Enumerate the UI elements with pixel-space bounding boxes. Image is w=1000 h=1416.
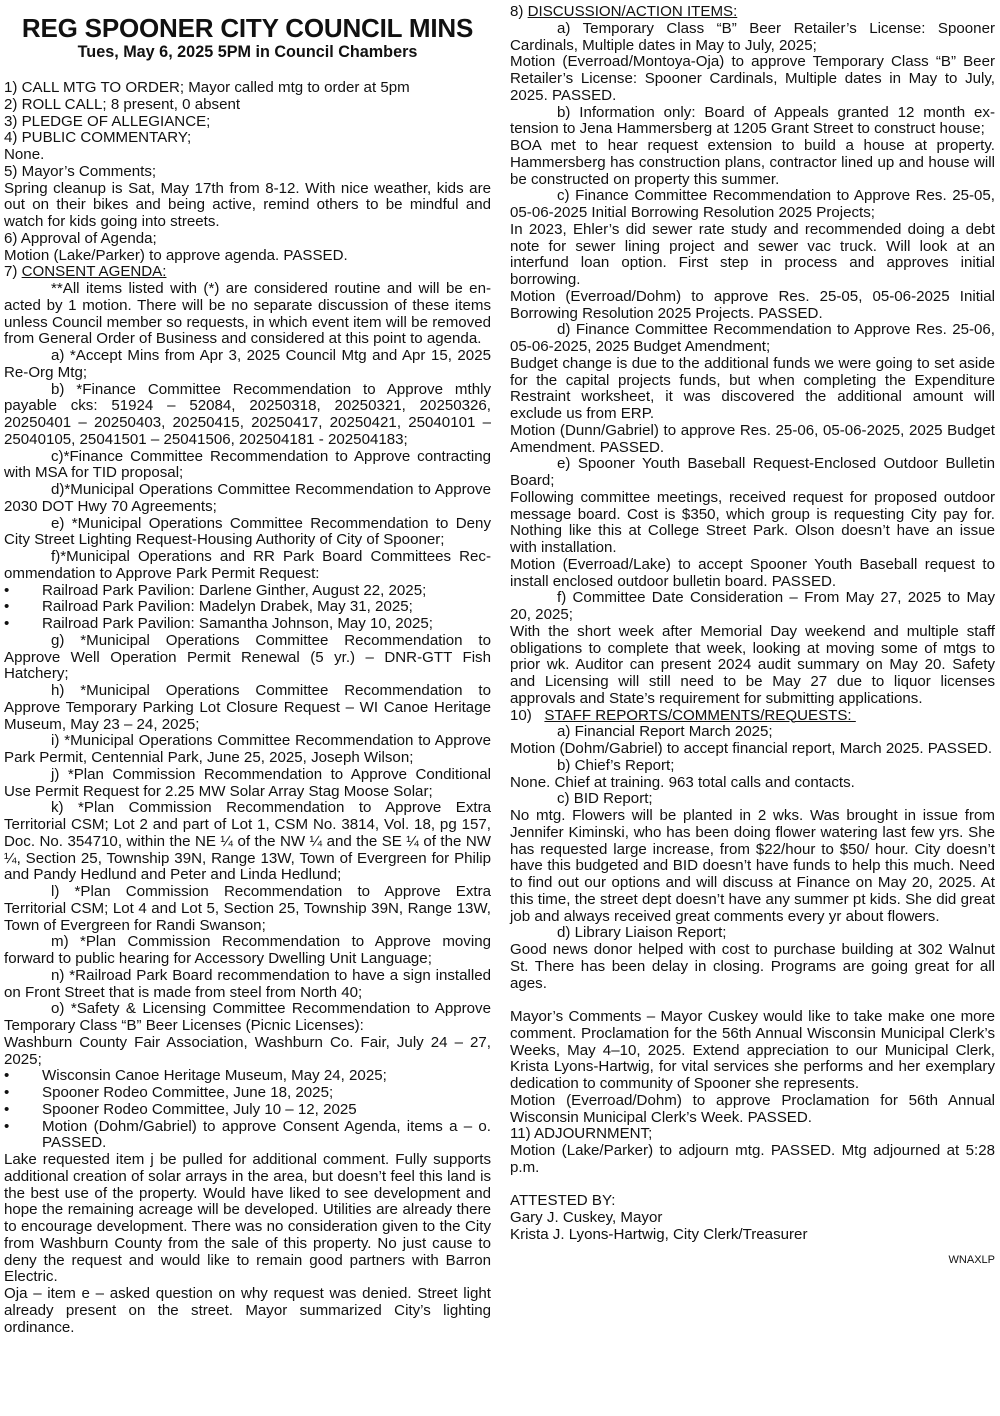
consent-item-m: m) *Plan Commission Recommendation to Approve moving forward to public hearing for Accessory Dwelling Unit Language; [4, 933, 491, 967]
consent-item-d: d)*Municipal Operations Committee Recommendation to Approve 2030 DOT Hwy 70 Agreements; [4, 481, 491, 515]
public-commentary-body: None. [4, 146, 45, 163]
publication-tag: WNAXLP [948, 1253, 995, 1266]
item-consent-agenda [4, 264, 491, 281]
action-item-b: b) Information only: Board of Appeals granted 12 month extension to Jena Hammersberg at 1205 Grant Street to construct house; [510, 103, 995, 138]
action-item-e-body: Following committee meetings, received request for proposed outdoor message board. Cost is $350, which group is requesting City pay for. Nothing like this at College Street Park. Olson doesn’t have an issue with installation. [510, 488, 995, 556]
adjournment-body: Motion (Lake/Parker) to adjourn mtg. PASSED. Mtg adjourned at 5:28 p.m. [510, 1142, 995, 1176]
consent-item-c: c)*Finance Committee Recommendation to Approve contracting with MSA for TID proposal; [4, 447, 491, 482]
action-item-a-body: Motion (Everroad/Montoya-Oja) to approve Temporary Class “B” Beer Retailer’s License: Spooner Cardinals, Multiple dates in May to July, 2025. PASSED. [510, 53, 995, 104]
mayors-comments-body: Spring cleanup is Sat, May 17th from 8-12. With nice weather, kids are out on their bikes and being active, remind others to be mindful and watch for kids going into streets. [4, 179, 491, 230]
discussion-action-heading: DISCUSSION/ACTION ITEMS: [527, 3, 738, 20]
list-item: • Spooner Rodeo Committee, July 10 – 12, 2025 [4, 1102, 491, 1119]
item-call-to-order: 1) CALL MTG TO ORDER; Mayor called mtg to order at 5pm [4, 79, 410, 96]
report-c: c) BID Report; [557, 790, 653, 808]
park-permit-list [4, 583, 491, 633]
action-item-d: d) Finance Committee Recommendation to Approve Res. 25-06, 05-06-2025, 2025 Budget Amendment; [510, 321, 995, 355]
action-item-d-body: Budget change is due to the additional funds we were going to set aside for the capital projects funds, but when completing the Expenditure Restraint worksheet, it was discovered the additional amount will exclude us from ERP. [510, 354, 995, 422]
consent-agenda-number: 7) [4, 263, 22, 281]
item-public-commentary: 4) PUBLIC COMMENTARY; [4, 129, 192, 147]
consent-item-e: e) *Municipal Operations Committee Recommendation to Deny City Street Lighting Request-Housing Authority of City of Spooner; [4, 514, 491, 549]
consent-item-j: j) *Plan Commission Recommendation to Approve Conditional Use Permit Request for 2.25 MW Solar Array Stag Moose Solar; [4, 765, 491, 800]
action-item-d-motion: Motion (Dunn/Gabriel) to approve Res. 25-06, 05-06-2025, 2025 Budget Amendment. PASSED. [510, 421, 995, 456]
mayor-motion: Motion (Everroad/Dohm) to approve Proclamation for 56th Annual Wisconsin Municipal Clerk’s Week. PASSED. [510, 1091, 995, 1126]
report-c-body: No mtg. Flowers will be planted in 2 wks. Was brought in issue from Jennifer Kiminski, who has been doing flower watering last few yrs. She has requested large increase, from $22/hour to $50/ hour. City doesn’t have this budgeted and BID doesn’t have funds to help this much. Need to find out our options and will discuss at Finance on May 20, 2025. At this time, the street dept doesn’t have any summer pt kids. She did great job and always received great comments every yr about flowers. [510, 807, 995, 925]
staff-reports-heading: STAFF REPORTS/COMMENTS/REQUESTS: [544, 706, 856, 724]
action-item-c-body: In 2023, Ehler’s did sewer rate study and recommended doing a debt note for sewer lining project and sewer vac truck. Will look at an interfund loan option. First step in process and approves initial borrowing. [510, 220, 995, 288]
attested-by: ATTESTED BY: [510, 1192, 616, 1210]
document-title: REG SPOONER CITY COUNCIL MINS [21, 13, 474, 43]
report-b: b) Chief’s Report; [557, 756, 675, 774]
clerk-signature: Krista J. Lyons-Hartwig, City Clerk/Treasurer [510, 1225, 808, 1243]
report-a: a) Financial Report March 2025; [557, 723, 773, 741]
document-subtitle: Tues, May 6, 2025 5PM in Council Chambers [77, 43, 418, 61]
item-pledge: 3) PLEDGE OF ALLEGIANCE; [4, 112, 211, 130]
report-a-body: Motion (Dohm/Gabriel) to accept financial report, March 2025. PASSED. [510, 740, 993, 757]
consent-item-g: g) *Municipal Operations Committee Recommendation to Approve Well Operation Permit Renewal (5 yr.) – DNR-GTT Fish Hatchery; [4, 631, 491, 683]
report-d-body: Good news donor helped with cost to purchase building at 302 Walnut St. There has been delay in closing. Programs are going great for all ages. [510, 941, 995, 992]
action-item-a: a) Temporary Class “B” Beer Retailer’s License: Spooner Cardinals, Multiple dates in May to July, 2025; [510, 19, 995, 54]
item-approval-of-agenda: 6) Approval of Agenda; [4, 229, 157, 247]
list-item: • Railroad Park Pavilion: Madelyn Drabek, May 31, 2025; [4, 599, 491, 616]
action-item-b-body: BOA met to hear request extension to build a house at property. Hammersberg has construction plans, contractor lined up and house will be constructed on property this summer. [510, 137, 995, 188]
list-item: • Spooner Rodeo Committee, June 18, 2025; [4, 1085, 491, 1102]
left-column [4, 4, 491, 1336]
consent-item-b: b) *Finance Committee Recommendation to Approve mthly payable cks: 51924 – 52084, 20250318, 20250321, 20250326, 20250401 – 20250403, 20250415, 20250417, 20250421, 25040101 – 25040105, 25041501 – 25041506, 202504181 - 202504183; [4, 380, 491, 448]
report-b-body: None. Chief at training. 963 total calls and contacts. [510, 773, 855, 791]
item-mayors-comments: 5) Mayor’s Comments; [4, 162, 157, 180]
action-item-f-body: With the short week after Memorial Day weekend and multiple staff obligations to complete that week, looking at moving some of mtgs to prior wk. Auditor can present 2024 audit summary on May 20. Safety and Licensing will still need to be May 27 due to liquor licenses approvals and State’s requirement for submitting applications. [510, 622, 995, 707]
action-item-e: e) Spooner Youth Baseball Request-Enclosed Outdoor Bulletin Board; [510, 455, 995, 489]
consent-item-k: k) *Plan Commission Recommendation to Approve Extra Territorial CSM; Lot 2 and part of Lot 1, CSM No. 3814, Vol. 18, pg 157, Doc. No. 354710, within the NE ¼ of the NW ¼ and the SE ¼ of the NW ¼, Section 25, Township 39N, Range 13W, Town of Evergreen for Philip and Pandy Hedlund and Peter and Linda Hedlund; [4, 799, 491, 884]
action-item-f: f) Committee Date Consideration – From May 27, 2025 to May 20, 2025; [510, 589, 995, 623]
item-roll-call: 2) ROLL CALL; 8 present, 0 absent [4, 95, 241, 113]
item-discussion-action [510, 4, 995, 21]
approval-of-agenda-body: Motion (Lake/Parker) to approve agenda. PASSED. [4, 246, 348, 264]
report-d: d) Library Liaison Report; [557, 924, 727, 942]
right-column [510, 4, 995, 1267]
item-staff-reports [510, 708, 995, 725]
consent-agenda-heading: CONSENT AGENDA: [21, 263, 167, 281]
discussion-action-number: 8) [510, 3, 528, 20]
consent-item-n: n) *Railroad Park Board recommendation to have a sign installed on Front Street that is made from steel from North 40; [4, 966, 491, 1001]
mayor-comment: Mayor’s Comments – Mayor Cuskey would like to take make one more comment. Proclamation for the 56th Annual Wisconsin Municipal Clerk’s Weeks, May 4–10, 2025. Extend appreciation to our Municipal Clerk, Krista Lyons-Hartwig, for vital services she performs and her exemplary dedication to community of Spooner she represents. [510, 1008, 995, 1092]
consent-item-l: l) *Plan Commission Recommendation to Approve Extra Territorial CSM; Lot 4 and Lot 5, Section 25, Township 39N, Range 13W, Town of Evergreen for Randi Swanson; [4, 883, 491, 934]
item-adjournment: 11) ADJOURNMENT; [510, 1125, 653, 1143]
action-item-c: c) Finance Committee Recommendation to Approve Res. 25-05, 05-06-2025 Initial Borrowing Resolution 2025 Projects; [510, 187, 995, 221]
list-item: • Wisconsin Canoe Heritage Museum, May 24, 2025; [4, 1068, 491, 1085]
consent-intro: **All items listed with (*) are considered routine and will be enacted by 1 motion. There will be no separate discussion of these items unless Council member so requests, in which event item will be removed from General Order of Business and considered at this point to agenda. [4, 280, 491, 348]
action-item-e-motion: Motion (Everroad/Lake) to accept Spooner Youth Baseball request to install enclosed outdoor bulletin board. PASSED. [510, 555, 995, 590]
action-item-c-motion: Motion (Everroad/Dohm) to approve Res. 25-05, 05-06-2025 Initial Borrowing Resolution 2025 Projects. PASSED. [510, 287, 995, 322]
consent-item-h: h) *Municipal Operations Committee Recommendation to Approve Temporary Parking Lot Closure Request – WI Canoe Heritage Museum, May 23 – 24, 2025; [4, 682, 491, 733]
list-item: • Railroad Park Pavilion: Darlene Ginther, August 22, 2025; [4, 583, 491, 600]
list-item: • Railroad Park Pavilion: Samantha Johnson, May 10, 2025; [4, 616, 491, 633]
consent-item-f: f)*Municipal Operations and RR Park Board Committees Recommendation to Approve Park Permit Request: [4, 548, 491, 582]
list-item: • Motion (Dohm/Gabriel) to approve Consent Agenda, items a – o. PASSED. [4, 1119, 491, 1153]
oja-comment: Oja – item e – asked question on why request was denied. Street light already present on the street. Mayor summarized City’s lighting ordinance. [4, 1285, 491, 1336]
staff-reports-number: 10) [510, 706, 545, 724]
spacer [510, 1177, 995, 1194]
consent-item-o: o) *Safety & Licensing Committee Recommendation to Approve Temporary Class “B” Beer Licenses (Picnic Licenses): [4, 1000, 491, 1034]
consent-item-o-body: Washburn County Fair Association, Washburn Co. Fair, July 24 – 27, 2025; [4, 1033, 491, 1068]
lake-comment: Lake requested item j be pulled for additional comment. Fully supports additional creation of solar arrays in the area, but doesn’t feel this land is the best use of the property. Would have liked to see development and hope the remaining acreage will be developed. Utilities are already there to encourage development. There was no consideration given to the City from Washburn County from the sale of this property. No just cause to deny the request and would like to remain good partners with Barron Electric. [4, 1151, 491, 1286]
spacer [510, 992, 995, 1009]
mayor-signature: Gary J. Cuskey, Mayor [510, 1209, 663, 1226]
consent-item-a: a) *Accept Mins from Apr 3, 2025 Council Mtg and Apr 15, 2025 Re-Org Mtg; [4, 347, 491, 381]
picnic-license-list [4, 1068, 491, 1152]
consent-item-i: i) *Municipal Operations Committee Recommendation to Approve Park Permit, Centennial Park, June 25, 2025, Joseph Wilson; [4, 732, 491, 766]
